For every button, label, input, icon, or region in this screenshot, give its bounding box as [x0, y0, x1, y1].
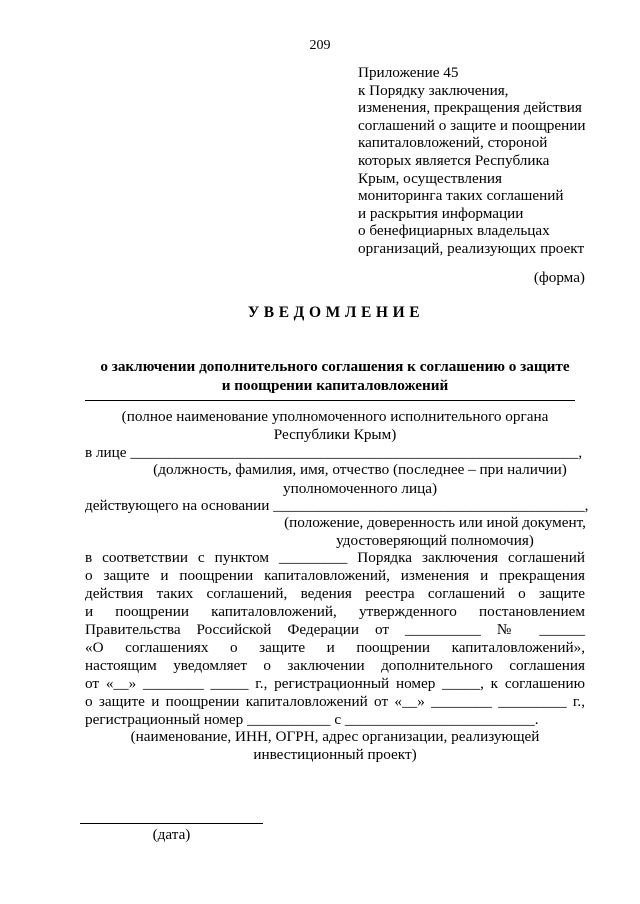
- appendix-line: и раскрытия информации: [358, 204, 524, 222]
- appendix-line: мониторинга таких соглашений: [358, 187, 564, 205]
- position-hint-line: уполномоченного лица): [282, 480, 438, 497]
- appendix-line: Приложение 45: [358, 64, 459, 81]
- body-line: в соответствии с пунктом _________ Порядка заключения соглашений: [85, 549, 585, 566]
- appendix-line: соглашений о защите и поощрении: [358, 116, 586, 134]
- organization-hint-line: инвестиционный проект): [253, 746, 417, 763]
- appendix-line: Крым, осуществления: [358, 169, 502, 187]
- body-line: о защите и поощрении капиталовложений, изменения и прекращения: [85, 567, 585, 584]
- page-number: 209: [309, 38, 331, 53]
- basis-hint-line: (положение, доверенность или иной документ,: [284, 514, 586, 531]
- form-label: (форма): [533, 269, 585, 286]
- document-title: УВЕДОМЛЕНИЕ: [247, 304, 425, 321]
- body-line: Правительства Российской Федерации от __________ № ______: [85, 621, 585, 638]
- acting-basis-line: действующего на основании _________________________________________,: [85, 497, 589, 514]
- body-line: о защите и поощрении капиталовложений от «__» ________ _________ г.,: [85, 693, 585, 710]
- body-line: от «__» ________ _____ г., регистрационный номер _____, к соглашению: [85, 675, 585, 692]
- appendix-line: капиталовложений, стороной: [358, 134, 548, 152]
- document-subtitle-line: и поощрении капиталовложений: [221, 377, 449, 394]
- body-line: настоящим уведомляет о заключении дополнительного соглашения: [85, 657, 585, 674]
- appendix-header: [358, 64, 608, 258]
- date-hint: (дата): [152, 826, 191, 843]
- appendix-line: которых является Республика: [358, 151, 550, 169]
- organ-name-blank-line: [85, 400, 575, 401]
- date-blank-line: [80, 823, 263, 824]
- appendix-line: о бенефициарных владельцах: [358, 222, 550, 240]
- represented-by-line: в лице ___________________________________________________________,: [85, 444, 583, 461]
- document-subtitle-line: о заключении дополнительного соглашения к соглашению о защите: [100, 358, 570, 375]
- registration-line: регистрационный номер ___________ с _________________________.: [85, 711, 539, 728]
- body-line: «О соглашениях о защите и поощрении капиталовложений»,: [85, 639, 585, 656]
- body-line: и поощрении капиталовложений, утвержденного постановлением: [85, 603, 585, 620]
- organ-hint-line: (полное наименование уполномоченного исполнительного органа: [121, 408, 549, 425]
- basis-hint-line: удостоверяющий полномочия): [336, 532, 534, 549]
- appendix-line: организаций, реализующих проект: [358, 239, 585, 257]
- position-hint-line: (должность, фамилия, имя, отчество (последнее – при наличии): [153, 461, 567, 478]
- body-line: действия таких соглашений, ведения реестра соглашений о защите: [85, 585, 585, 602]
- appendix-line: к Порядку заключения,: [358, 81, 509, 99]
- appendix-line: изменения, прекращения действия: [358, 99, 582, 117]
- organization-hint-line: (наименование, ИНН, ОГРН, адрес организации, реализующей: [130, 728, 540, 745]
- organ-hint-line: Республики Крым): [273, 426, 397, 443]
